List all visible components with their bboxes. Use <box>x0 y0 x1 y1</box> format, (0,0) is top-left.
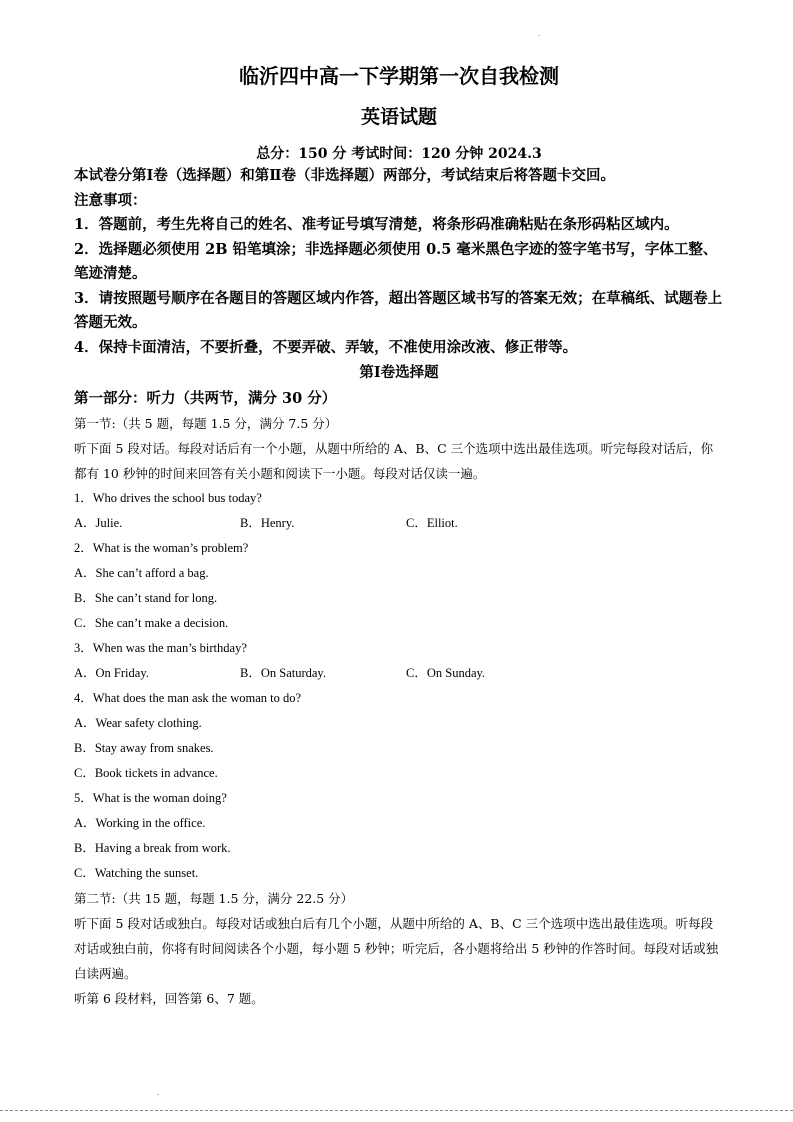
exam-meta: 总分：150 分 考试时间：120 分钟 2024.3 <box>256 146 542 162</box>
part-title: 第一部分：听力（共两节，满分 30 分） <box>74 390 337 407</box>
page-dot-top: . <box>538 30 541 38</box>
option-c: C．Watching the sunset. <box>74 866 199 880</box>
option-row <box>74 511 724 536</box>
option-b: B．Stay away from snakes. <box>74 741 214 755</box>
notice-item: 2．选择题必须使用 2B 铅笔填涂；非选择题必须使用 0.5 毫米黑色字迹的签字笔书写，字体工整、笔迹清楚。 <box>74 240 718 282</box>
question-stem: 4．What does the man ask the woman to do? <box>74 691 302 705</box>
option-b: B．On Saturday. <box>240 666 326 680</box>
question-5 <box>74 786 724 886</box>
option-a: A．Julie. <box>74 516 123 530</box>
section-title: 第Ⅰ卷选择题 <box>359 364 439 381</box>
notice-item: 4．保持卡面清洁，不要折叠，不要弄破、弄皱，不准使用涂改液、修正带等。 <box>74 338 578 356</box>
option-row <box>74 661 724 686</box>
option-c: C．Book tickets in advance. <box>74 766 218 780</box>
exam-page <box>74 58 724 1011</box>
question-4 <box>74 686 724 786</box>
exam-title: 临沂四中高一下学期第一次自我检测 <box>239 64 559 88</box>
option-a: A．Wear safety clothing. <box>74 716 202 730</box>
option-c: C．Elliot. <box>406 516 458 530</box>
exam-subtitle: 英语试题 <box>360 106 437 128</box>
notice-heading: 注意事项： <box>74 191 147 209</box>
subsection-instructions: 听下面 5 段对话或独白。每段对话或独白后有几个小题，从题中所给的 A、B、C 三个选项中选出最佳选项。听每段对话或独白前，你将有时间阅读各个小题，每小题 5 秒钟；听完后，各小题将给出 5 秒钟的作答时间。每段对话或独白读两遍。 <box>74 916 719 981</box>
option-a: A．On Friday. <box>74 666 149 680</box>
subsection-heading: 第二节:（共 15 题，每题 1.5 分，满分 22.5 分） <box>74 891 354 906</box>
question-2 <box>74 536 724 636</box>
subsection-heading: 第一节:（共 5 题，每题 1.5 分，满分 7.5 分） <box>74 416 338 431</box>
material-note: 听第 6 段材料，回答第 6、7 题。 <box>74 991 264 1006</box>
question-1 <box>74 486 724 536</box>
question-stem: 2．What is the woman’s problem? <box>74 541 249 555</box>
notice-item: 1．答题前，考生先将自己的姓名、准考证号填写清楚，将条形码准确粘贴在条形码粘区域内。 <box>74 216 679 233</box>
question-stem: 5．What is the woman doing? <box>74 791 227 805</box>
option-c: C．On Sunday. <box>406 666 486 680</box>
option-b: B．She can’t stand for long. <box>74 591 218 605</box>
option-a: A．Working in the office. <box>74 816 206 830</box>
page-dot-bottom: . <box>157 1089 160 1097</box>
option-a: A．She can’t afford a bag. <box>74 566 209 580</box>
option-c: C．She can’t make a decision. <box>74 616 229 630</box>
question-stem: 3．When was the man’s birthday? <box>74 641 247 655</box>
question-stem: 1．Who drives the school bus today? <box>74 491 262 505</box>
question-3 <box>74 636 724 686</box>
option-b: B．Henry. <box>240 516 295 530</box>
subsection-instructions: 听下面 5 段对话。每段对话后有一个小题，从题中所给的 A、B、C 三个选项中选出最佳选项。听完每段对话后，你都有 10 秒钟的时间来回答有关小题和阅读下一小题。每段对话仅读一遍。 <box>74 441 714 481</box>
option-b: B．Having a break from work. <box>74 841 231 855</box>
footer-rule <box>0 1110 793 1111</box>
notice-item: 3．请按照题号顺序在各题目的答题区域内作答，超出答题区域书写的答案无效；在草稿纸、试题卷上答题无效。 <box>74 289 723 331</box>
notice-intro: 本试卷分第Ⅰ卷（选择题）和第Ⅱ卷（非选择题）两部分，考试结束后将答题卡交回。 <box>74 167 615 184</box>
